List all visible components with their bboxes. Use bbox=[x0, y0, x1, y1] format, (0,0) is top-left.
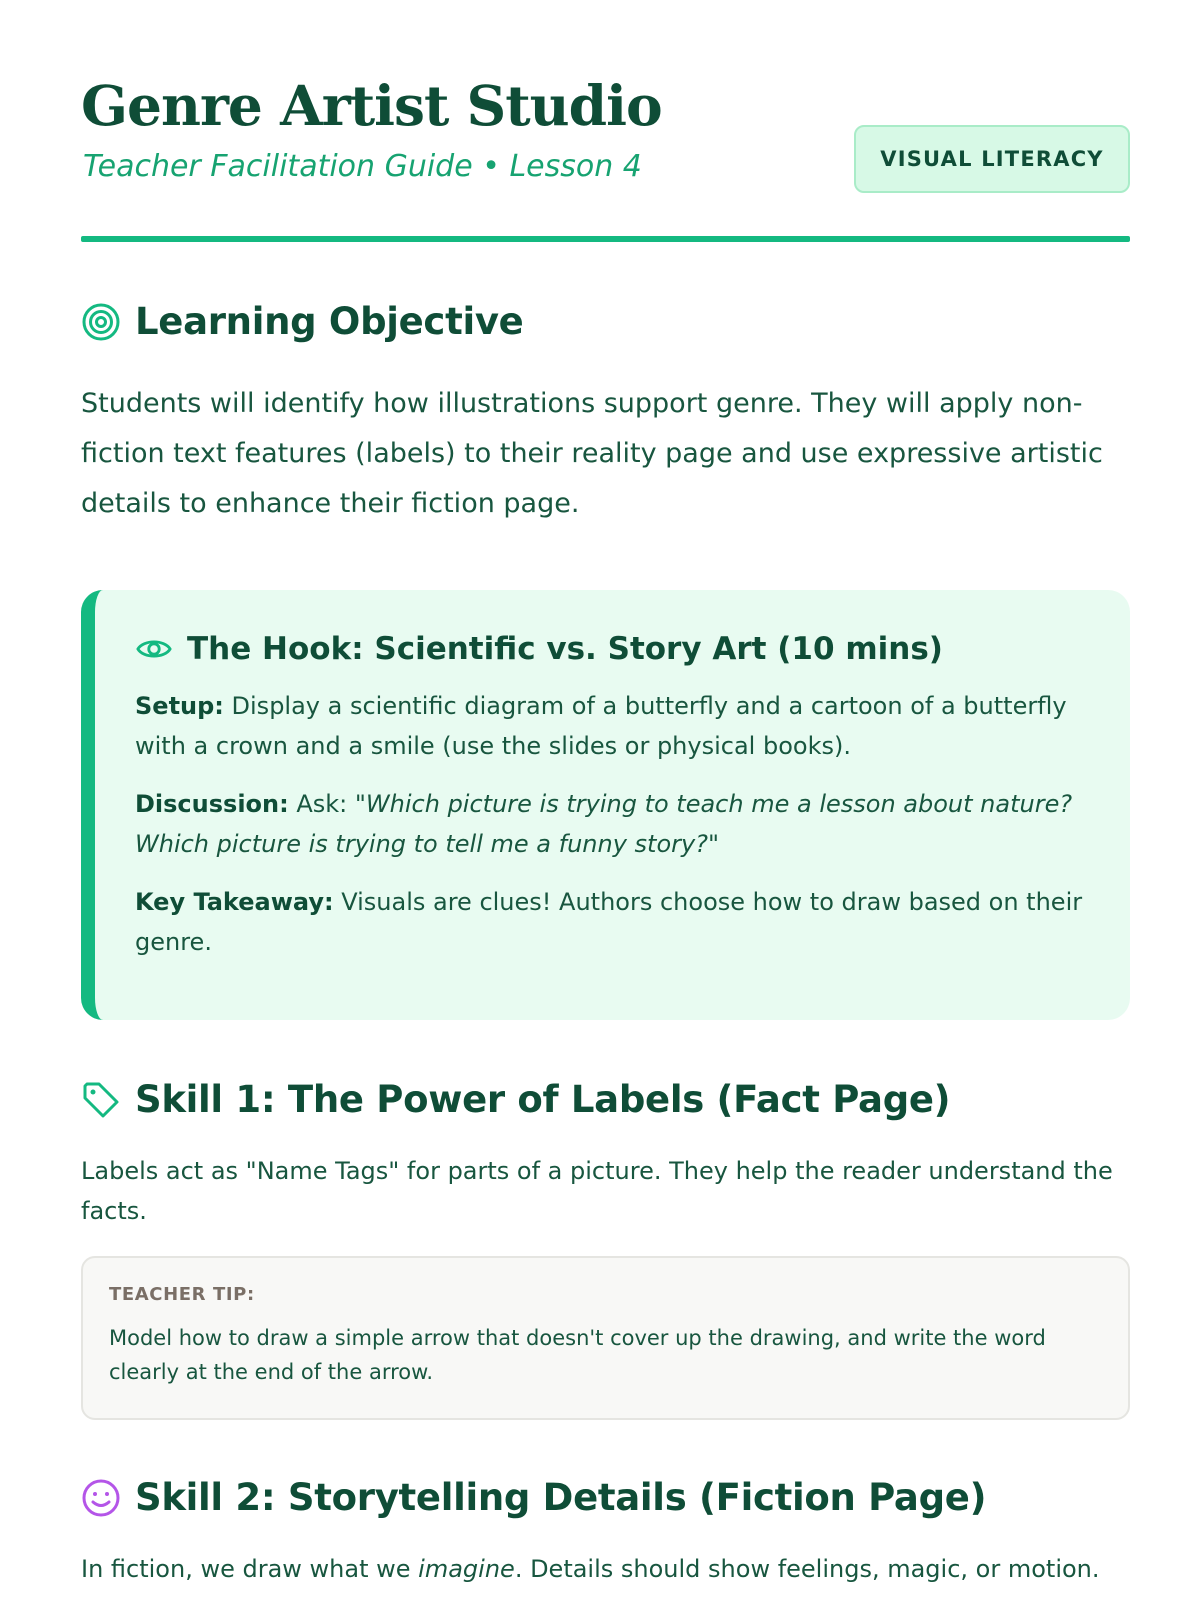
skill-2-header bbox=[81, 1476, 1130, 1519]
hook-card bbox=[81, 590, 1130, 1020]
tag-icon bbox=[81, 1080, 121, 1120]
target-icon bbox=[81, 302, 121, 342]
skill-2-text-after: . Details should show feelings, magic, or motion. bbox=[514, 1555, 1100, 1583]
discussion-text: Ask: bbox=[288, 790, 355, 818]
learning-objective-header bbox=[81, 300, 1130, 343]
skill-2-text-before: In fiction, we draw what we bbox=[81, 1555, 419, 1583]
takeaway-text: Visuals are clues! Authors choose how to draw based on their genre. bbox=[135, 888, 1083, 956]
page-header bbox=[81, 0, 1130, 242]
page-subtitle: Teacher Facilitation Guide • Lesson 4 bbox=[83, 149, 642, 184]
skill-2-text bbox=[81, 1549, 1130, 1589]
lesson-guide-page bbox=[81, 0, 1130, 1583]
setup-text: Display a scientific diagram of a butterfly and a cartoon of a butterfly with a crown and a smile (use the slides or physical books). bbox=[135, 692, 1067, 760]
setup-label: Setup: bbox=[135, 692, 224, 720]
learning-objective-section bbox=[81, 300, 1130, 529]
skill-1-heading: Skill 1: The Power of Labels (Fact Page) bbox=[135, 1078, 951, 1121]
visual-literacy-badge: VISUAL LITERACY bbox=[854, 125, 1130, 193]
skill-2-section bbox=[81, 1476, 1130, 1589]
hook-discussion bbox=[135, 784, 1090, 864]
skill-2-text-emphasis: imagine bbox=[418, 1555, 515, 1583]
skill-1-header bbox=[81, 1078, 1130, 1121]
learning-objective-heading: Learning Objective bbox=[135, 300, 524, 343]
teacher-tip-text: Model how to draw a simple arrow that doesn't cover up the drawing, and write the word clearly at the end of the arrow. bbox=[109, 1326, 1046, 1384]
discussion-label: Discussion: bbox=[135, 790, 289, 818]
header-divider bbox=[81, 236, 1130, 242]
eye-icon bbox=[135, 630, 173, 668]
hook-takeaway bbox=[135, 882, 1090, 962]
discussion-quote: "Which picture is trying to teach me a lesson about nature? Which picture is trying to tell me a funny story?" bbox=[135, 790, 1073, 858]
takeaway-label: Key Takeaway: bbox=[135, 888, 334, 916]
teacher-tip-label: TEACHER TIP: bbox=[109, 1284, 255, 1305]
skill-2-heading: Skill 2: Storytelling Details (Fiction Page) bbox=[135, 1476, 987, 1519]
hook-header bbox=[135, 630, 1090, 668]
page-title: Genre Artist Studio bbox=[81, 73, 662, 138]
teacher-tip-box bbox=[81, 1256, 1130, 1420]
skill-1-section bbox=[81, 1078, 1130, 1231]
hook-heading: The Hook: Scientific vs. Story Art (10 mins) bbox=[187, 631, 943, 667]
hook-setup bbox=[135, 686, 1090, 766]
smile-icon bbox=[81, 1478, 121, 1518]
learning-objective-text: Students will identify how illustrations support genre. They will apply non-fiction text features (labels) to their reality page and use expressive artistic details to enhance their fiction page. bbox=[81, 388, 1103, 519]
skill-1-text: Labels act as "Name Tags" for parts of a picture. They help the reader understand the facts. bbox=[81, 1157, 1113, 1225]
